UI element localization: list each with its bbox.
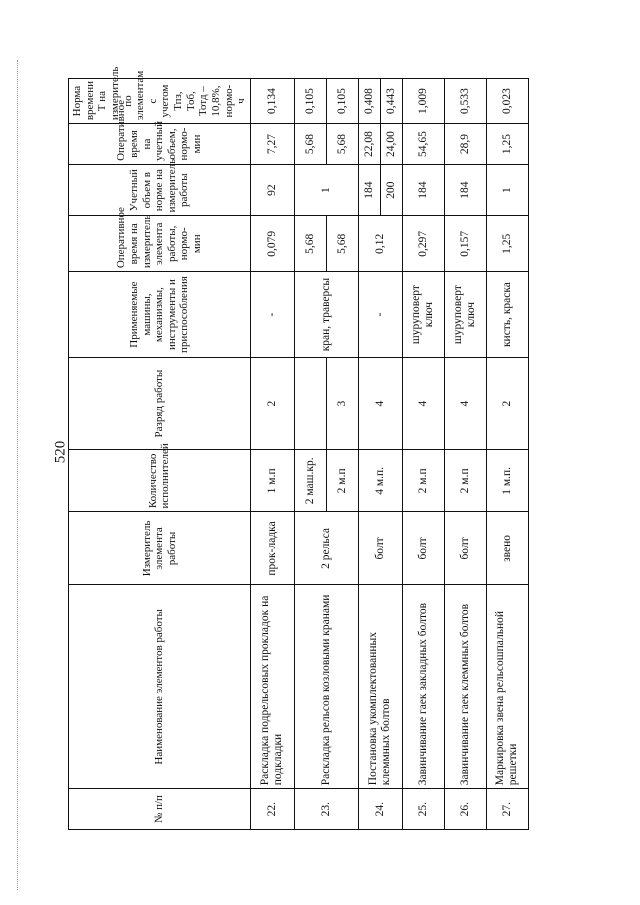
row-meter: болт <box>358 512 402 585</box>
header-op-volume: Оперативное время на учетный объем, нормо-мин <box>69 124 251 165</box>
row-meter: прок-ладка <box>250 512 294 585</box>
row-norm: 0,105 <box>326 79 358 124</box>
row-num: 22. <box>250 789 294 830</box>
row-workers: 1 м.п. <box>486 450 528 512</box>
table-row <box>358 79 380 830</box>
row-norm: 0,023 <box>486 79 528 124</box>
work-norms-table <box>68 66 529 830</box>
row-op-time: 5,68 <box>294 216 326 272</box>
row-name: Завинчивание гаек клеммных болтов <box>444 585 486 789</box>
row-norm: 0,134 <box>250 79 294 124</box>
table-row <box>444 79 486 830</box>
row-grade: 2 <box>486 357 528 449</box>
row-grade-empty <box>294 357 326 449</box>
row-norm: 0,443 <box>380 79 402 124</box>
row-norm: 0,408 <box>358 79 380 124</box>
row-workers: 2 маш.кр. <box>294 450 326 512</box>
row-op-time: 0,297 <box>402 216 444 272</box>
header-op-time: Оперативное время на измеритель элемента работы, нормо-мин <box>69 216 251 272</box>
row-num: 24. <box>358 789 402 830</box>
row-volume: 1 <box>486 164 528 215</box>
header-meter: Измеритель элемента работы <box>69 512 251 585</box>
page-number: 520 <box>52 440 69 464</box>
row-volume: 1 <box>294 164 358 215</box>
row-tools: - <box>250 272 294 358</box>
row-workers: 2 м.п <box>326 450 358 512</box>
row-op-time: 0,12 <box>358 216 402 272</box>
header-grade: Разряд работы <box>69 357 251 449</box>
row-volume: 92 <box>250 164 294 215</box>
row-op-time: 0,079 <box>250 216 294 272</box>
row-op-time: 5,68 <box>326 216 358 272</box>
row-name: Раскладка рельсов козловыми кранами <box>294 585 358 789</box>
row-workers: 4 м.п. <box>358 450 402 512</box>
row-name: Завинчивание гаек закладных болтов <box>402 585 444 789</box>
row-volume: 200 <box>380 164 402 215</box>
row-tools: - <box>358 272 402 358</box>
row-grade: 4 <box>402 357 444 449</box>
header-tools: Применяемые машины, механизмы, инструменты и приспособления <box>69 272 251 358</box>
table-row <box>250 79 294 830</box>
row-workers: 2 м.п <box>444 450 486 512</box>
row-op-volume: 24,00 <box>380 124 402 165</box>
row-workers: 1 м.п <box>250 450 294 512</box>
row-op-volume: 28,9 <box>444 124 486 165</box>
header-row <box>69 79 251 830</box>
row-op-volume: 5,68 <box>326 124 358 165</box>
row-norm: 0,533 <box>444 79 486 124</box>
row-meter: звено <box>486 512 528 585</box>
row-meter: 2 рельса <box>294 512 358 585</box>
row-op-volume: 1,25 <box>486 124 528 165</box>
row-num: 23. <box>294 789 358 830</box>
row-op-volume: 22,08 <box>358 124 380 165</box>
row-name: Раскладка подрельсовых прокладок на подкладки <box>250 585 294 789</box>
header-name: Наименование элементов работы <box>69 585 251 789</box>
table-row <box>294 79 326 830</box>
row-volume: 184 <box>444 164 486 215</box>
row-tools: шуруповерт ключ <box>402 272 444 358</box>
row-name: Маркировка звена рельсошпальной решетки <box>486 585 528 789</box>
row-num: 27. <box>486 789 528 830</box>
row-name: Постановка укомплектованных клеммных болтов <box>358 585 402 789</box>
row-volume: 184 <box>402 164 444 215</box>
row-op-time: 1,25 <box>486 216 528 272</box>
row-grade: 4 <box>358 357 402 449</box>
row-tools: кисть, краска <box>486 272 528 358</box>
page-margin-line <box>17 60 19 890</box>
row-op-volume: 5,68 <box>294 124 326 165</box>
row-meter: болт <box>444 512 486 585</box>
row-norm: 1,009 <box>402 79 444 124</box>
rotated-table <box>68 66 526 830</box>
row-workers: 2 м.п <box>402 450 444 512</box>
row-op-volume: 7,27 <box>250 124 294 165</box>
header-volume: Учетный объем в норме на измеритель работы <box>69 164 251 215</box>
row-grade: 2 <box>250 357 294 449</box>
table-row <box>486 79 528 830</box>
row-meter: болт <box>402 512 444 585</box>
row-num: 25. <box>402 789 444 830</box>
row-norm: 0,105 <box>294 79 326 124</box>
row-op-time: 0,157 <box>444 216 486 272</box>
table-row <box>402 79 444 830</box>
row-tools: шуруповерт ключ <box>444 272 486 358</box>
row-volume: 184 <box>358 164 380 215</box>
header-num: № п/п <box>69 789 251 830</box>
row-grade: 4 <box>444 357 486 449</box>
row-tools: кран, траверсы <box>294 272 358 358</box>
row-num: 26. <box>444 789 486 830</box>
row-op-volume: 54,65 <box>402 124 444 165</box>
header-workers: Количество исполнителей <box>69 450 251 512</box>
rotated-table-container <box>68 66 526 830</box>
row-grade: 3 <box>326 357 358 449</box>
header-norm: Норма времени Т на измеритель по элементам с учетом Тпз, Тоб, Тотд – 10,8%, нормо-ч <box>69 79 251 124</box>
